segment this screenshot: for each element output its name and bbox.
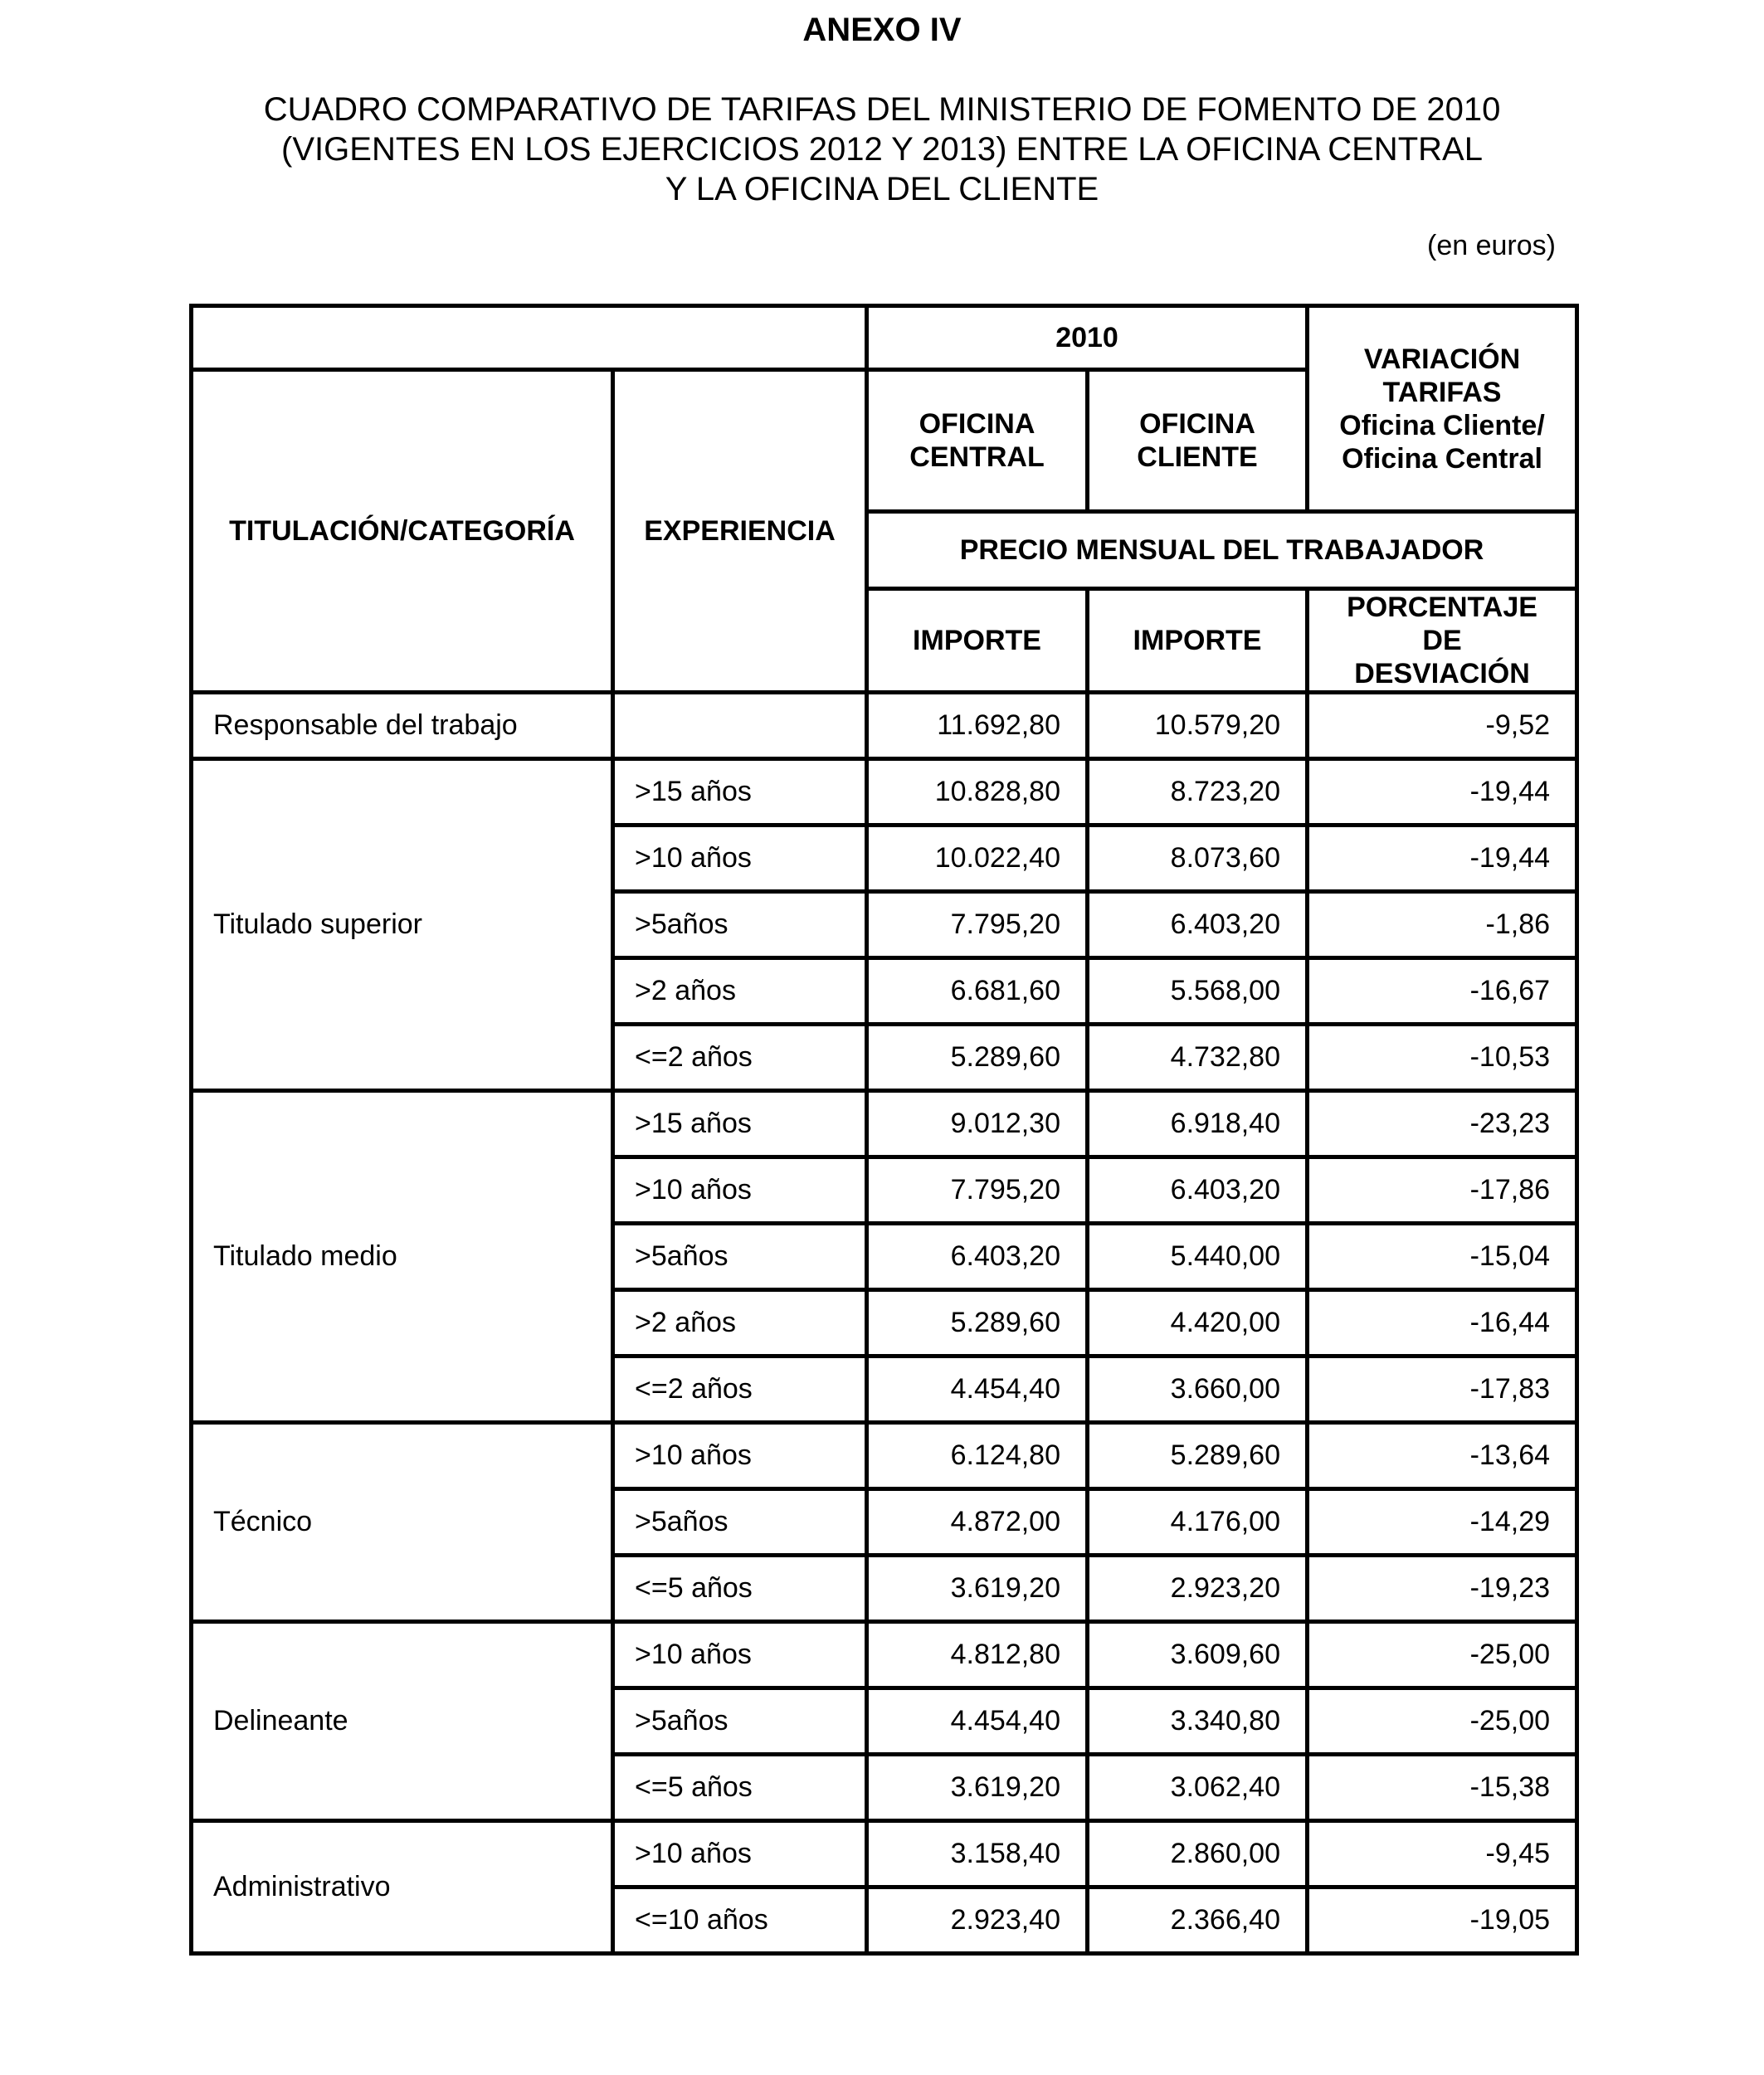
header-oficina-cliente xyxy=(1088,370,1308,512)
importe-central-cell: 2.923,40 xyxy=(867,1887,1088,1954)
category-cell: Responsable del trabajo xyxy=(192,693,613,759)
header-year: 2010 xyxy=(867,306,1308,370)
porcentaje-cell: -13,64 xyxy=(1308,1423,1577,1489)
category-cell: Administrativo xyxy=(192,1821,613,1954)
header-line: TARIFAS xyxy=(1382,376,1502,408)
importe-central-cell: 4.812,80 xyxy=(867,1622,1088,1688)
units-note: (en euros) xyxy=(1427,230,1556,261)
experience-cell: <=5 años xyxy=(613,1755,867,1821)
table-row xyxy=(192,1423,1577,1489)
experience-cell: >5años xyxy=(613,1688,867,1755)
importe-central-cell: 11.692,80 xyxy=(867,693,1088,759)
experience-cell: >15 años xyxy=(613,1091,867,1157)
experience-cell: >10 años xyxy=(613,1157,867,1224)
experience-cell: <=10 años xyxy=(613,1887,867,1954)
header-line: PORCENTAJE xyxy=(1347,592,1537,623)
importe-central-cell: 3.619,20 xyxy=(867,1755,1088,1821)
experience-cell: >2 años xyxy=(613,958,867,1025)
importe-central-cell: 4.872,00 xyxy=(867,1489,1088,1556)
header-importe-central: IMPORTE xyxy=(867,589,1088,693)
category-cell: Titulado superior xyxy=(192,759,613,1091)
header-line: CLIENTE xyxy=(1137,441,1258,473)
tariff-table xyxy=(189,304,1579,1956)
porcentaje-cell: -16,67 xyxy=(1308,958,1577,1025)
header-line: VARIACIÓN xyxy=(1363,343,1521,375)
experience-cell: >5años xyxy=(613,1224,867,1290)
header-line: OFICINA xyxy=(919,408,1035,440)
experience-cell: <=2 años xyxy=(613,1357,867,1423)
header-variacion-tarifas xyxy=(1308,306,1577,512)
importe-cliente-cell: 4.176,00 xyxy=(1088,1489,1308,1556)
header-line: DE xyxy=(1422,625,1462,656)
category-cell: Delineante xyxy=(192,1622,613,1821)
porcentaje-cell: -19,44 xyxy=(1308,759,1577,826)
importe-cliente-cell: 5.289,60 xyxy=(1088,1423,1308,1489)
importe-cliente-cell: 3.062,40 xyxy=(1088,1755,1308,1821)
importe-cliente-cell: 3.609,60 xyxy=(1088,1622,1308,1688)
importe-central-cell: 6.681,60 xyxy=(867,958,1088,1025)
porcentaje-cell: -9,52 xyxy=(1308,693,1577,759)
importe-cliente-cell: 2.366,40 xyxy=(1088,1887,1308,1954)
porcentaje-cell: -1,86 xyxy=(1308,892,1577,958)
importe-central-cell: 9.012,30 xyxy=(867,1091,1088,1157)
importe-central-cell: 10.828,80 xyxy=(867,759,1088,826)
experience-cell: >10 años xyxy=(613,826,867,892)
header-experiencia: EXPERIENCIA xyxy=(613,370,867,693)
importe-cliente-cell: 4.420,00 xyxy=(1088,1290,1308,1357)
importe-central-cell: 3.619,20 xyxy=(867,1556,1088,1622)
importe-cliente-cell: 6.403,20 xyxy=(1088,892,1308,958)
experience-cell: >5años xyxy=(613,1489,867,1556)
experience-cell: >2 años xyxy=(613,1290,867,1357)
porcentaje-cell: -9,45 xyxy=(1308,1821,1577,1887)
importe-central-cell: 3.158,40 xyxy=(867,1821,1088,1887)
porcentaje-cell: -16,44 xyxy=(1308,1290,1577,1357)
porcentaje-cell: -25,00 xyxy=(1308,1622,1577,1688)
importe-cliente-cell: 8.073,60 xyxy=(1088,826,1308,892)
importe-central-cell: 5.289,60 xyxy=(867,1025,1088,1091)
importe-cliente-cell: 10.579,20 xyxy=(1088,693,1308,759)
importe-central-cell: 5.289,60 xyxy=(867,1290,1088,1357)
importe-central-cell: 6.403,20 xyxy=(867,1224,1088,1290)
header-titulacion: TITULACIÓN/CATEGORÍA xyxy=(192,370,613,693)
porcentaje-cell: -19,05 xyxy=(1308,1887,1577,1954)
experience-cell: >15 años xyxy=(613,759,867,826)
importe-cliente-cell: 6.918,40 xyxy=(1088,1091,1308,1157)
header-importe-cliente: IMPORTE xyxy=(1088,589,1308,693)
header-oficina-central xyxy=(867,370,1088,512)
category-cell: Titulado medio xyxy=(192,1091,613,1423)
porcentaje-cell: -14,29 xyxy=(1308,1489,1577,1556)
table-row xyxy=(192,693,1577,759)
importe-cliente-cell: 2.860,00 xyxy=(1088,1821,1308,1887)
experience-cell: >10 años xyxy=(613,1622,867,1688)
header-precio-mensual: PRECIO MENSUAL DEL TRABAJADOR xyxy=(867,512,1577,589)
porcentaje-cell: -10,53 xyxy=(1308,1025,1577,1091)
importe-central-cell: 7.795,20 xyxy=(867,892,1088,958)
title-line: CUADRO COMPARATIVO DE TARIFAS DEL MINISTERIO DE FOMENTO DE 2010 xyxy=(263,91,1501,128)
title-line: (VIGENTES EN LOS EJERCICIOS 2012 Y 2013) ENTRE LA OFICINA CENTRAL xyxy=(281,131,1483,168)
document-title xyxy=(0,90,1764,209)
porcentaje-cell: -23,23 xyxy=(1308,1091,1577,1157)
annex-heading: ANEXO IV xyxy=(802,12,962,48)
importe-cliente-cell: 8.723,20 xyxy=(1088,759,1308,826)
porcentaje-cell: -15,04 xyxy=(1308,1224,1577,1290)
table-row xyxy=(192,1622,1577,1688)
importe-cliente-cell: 3.660,00 xyxy=(1088,1357,1308,1423)
importe-cliente-cell: 3.340,80 xyxy=(1088,1688,1308,1755)
header-blank-cell xyxy=(192,306,867,370)
porcentaje-cell: -15,38 xyxy=(1308,1755,1577,1821)
experience-cell: <=2 años xyxy=(613,1025,867,1091)
category-cell: Técnico xyxy=(192,1423,613,1622)
experience-cell xyxy=(613,693,867,759)
importe-central-cell: 7.795,20 xyxy=(867,1157,1088,1224)
porcentaje-cell: -17,83 xyxy=(1308,1357,1577,1423)
importe-cliente-cell: 5.568,00 xyxy=(1088,958,1308,1025)
importe-cliente-cell: 2.923,20 xyxy=(1088,1556,1308,1622)
title-line: Y LA OFICINA DEL CLIENTE xyxy=(665,171,1099,207)
importe-central-cell: 10.022,40 xyxy=(867,826,1088,892)
importe-cliente-cell: 4.732,80 xyxy=(1088,1025,1308,1091)
header-line: OFICINA xyxy=(1139,408,1255,440)
porcentaje-cell: -19,44 xyxy=(1308,826,1577,892)
experience-cell: >10 años xyxy=(613,1423,867,1489)
experience-cell: >5años xyxy=(613,892,867,958)
experience-cell: >10 años xyxy=(613,1821,867,1887)
experience-cell: <=5 años xyxy=(613,1556,867,1622)
table-row xyxy=(192,1091,1577,1157)
porcentaje-cell: -19,23 xyxy=(1308,1556,1577,1622)
importe-cliente-cell: 6.403,20 xyxy=(1088,1157,1308,1224)
table-row xyxy=(192,759,1577,826)
importe-central-cell: 4.454,40 xyxy=(867,1357,1088,1423)
table-row xyxy=(192,1821,1577,1887)
header-line: CENTRAL xyxy=(909,441,1045,473)
porcentaje-cell: -25,00 xyxy=(1308,1688,1577,1755)
porcentaje-cell: -17,86 xyxy=(1308,1157,1577,1224)
header-line: Oficina Cliente/ xyxy=(1339,409,1545,441)
header-porcentaje-desviacion xyxy=(1308,589,1577,693)
importe-central-cell: 6.124,80 xyxy=(867,1423,1088,1489)
importe-central-cell: 4.454,40 xyxy=(867,1688,1088,1755)
importe-cliente-cell: 5.440,00 xyxy=(1088,1224,1308,1290)
header-line: Oficina Central xyxy=(1342,442,1542,475)
header-line: DESVIACIÓN xyxy=(1354,658,1530,689)
